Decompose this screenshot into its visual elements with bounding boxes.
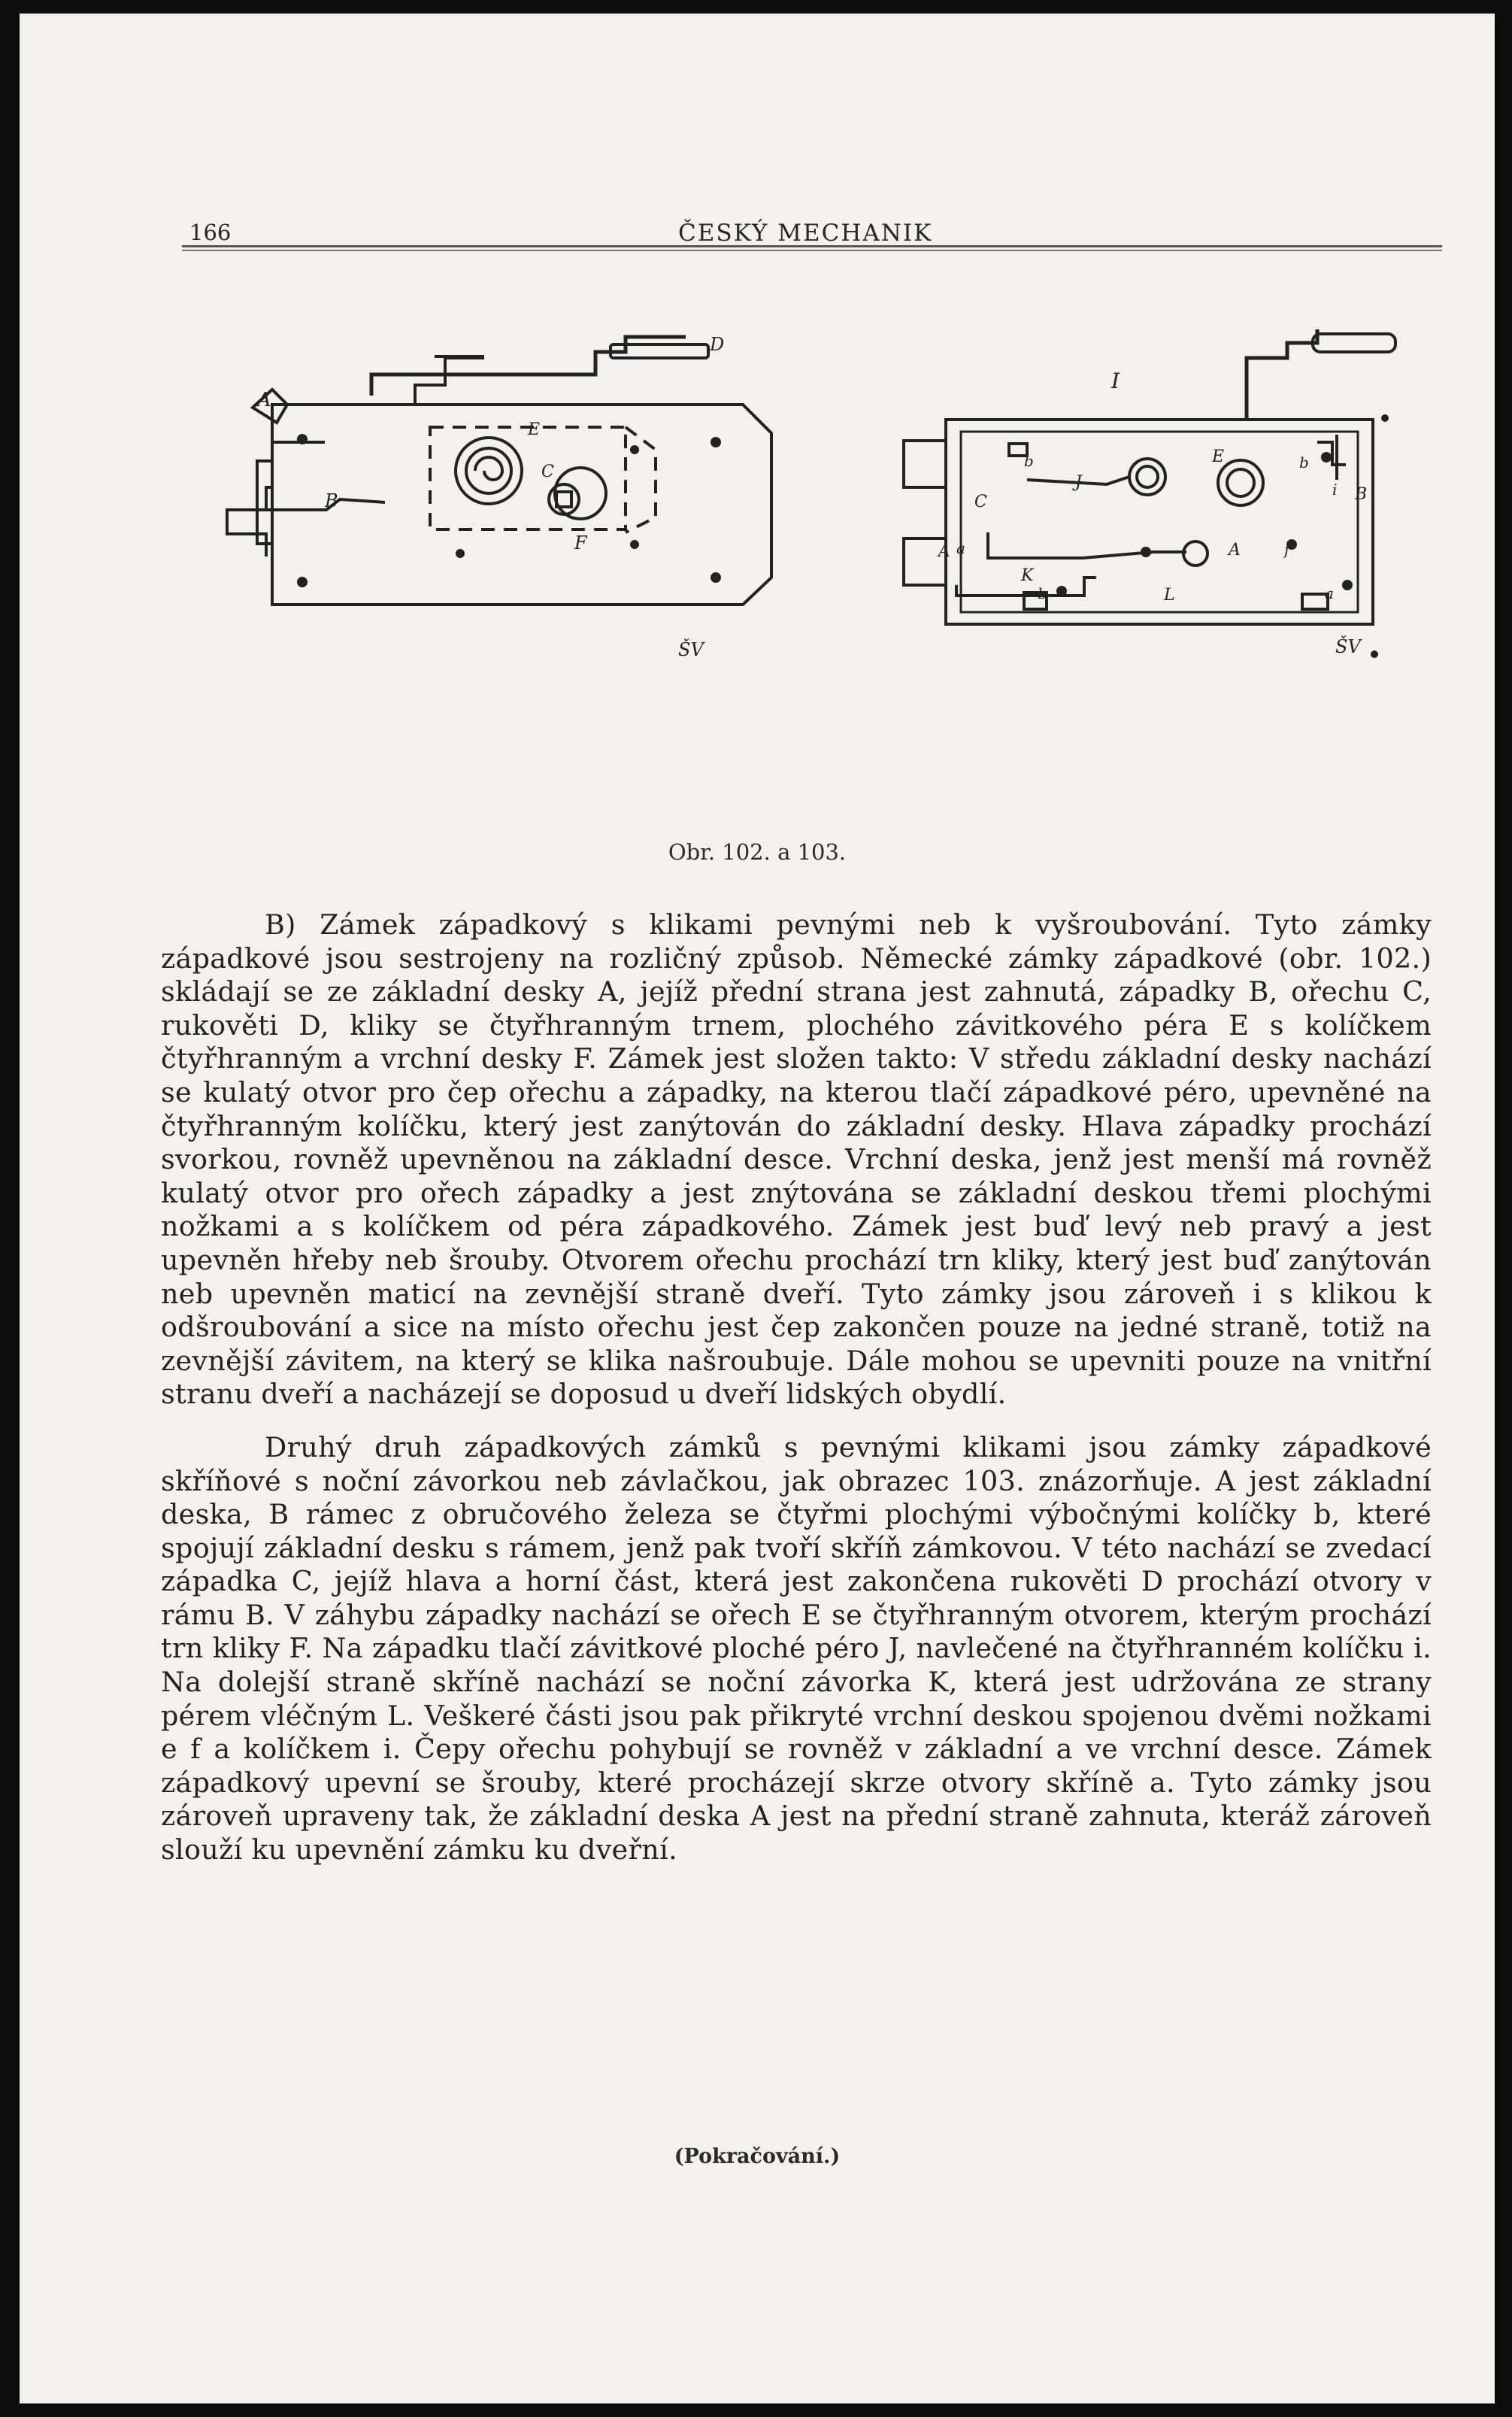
label-i: i [1332,481,1338,499]
figure-caption: Obr. 102. a 103. [668,839,847,865]
label-F: F [574,532,587,553]
label-b1: b [1024,452,1034,470]
label-A-top: A [257,389,271,411]
label-a1: a [956,539,965,557]
label-D: D [710,334,725,355]
label-SV-103: ŠV [1335,636,1361,657]
label-J: J [1075,473,1082,492]
label-f: f [1284,541,1290,559]
label-B-103: B [1355,485,1368,504]
label-b3: b [1038,584,1047,602]
continuation-note: (Pokračování.) [674,2145,841,2168]
label-C: C [541,462,554,481]
lock-figures [174,329,1407,811]
label-K: K [1021,566,1034,585]
header-rule [182,245,1442,247]
label-SV-102: ŠV [678,639,704,660]
paragraph-1: B) Zámek západkový s klikami pevnými neb k vyšroubování. Tyto zámky západkové jsou sestrojeny na rozličný způsob. Německé zámky západkové (obr. 102.) skládají se ze základní desky A, jejíž přední strana jest zahnutá, západky B, ořechu C, rukověti D, kliky se čtyřhranným trnem, plochého závitkového péra E s kolíčkem čtyřhranným a vrchní desky F. Zámek jest složen takto: V středu základní desky nachází se kulatý otvor pro čep ořechu a západky, na kterou tlačí západkové péro, upevněné na čtyřhranným kolíčku, který jest zanýtován do základní desky. Hlava západky prochází svorkou, rovněž upevněnou na základní desce. Vrchní deska, jenž jest menší má rovněž kulatý otvor pro ořech západky a jest znýtována se základní deskou třemi plochými nožkami a s kolíčkem od péra západkového. Zámek jest buď levý neb pravý a jest upevněn hřeby neb šrouby. Otvorem ořechu prochází trn kliky, který jest buď zanýtován neb upevněn maticí na zevnější straně dveří. Tyto zámky jsou zároveň i s klikou k odšroubování a sice na místo ořechu jest čep zakončen pouze na jedné straně, totiž na zevnější závitem, na který se klika našroubuje. Dále mohou se upevniti pouze na vnitřní stranu dveří a nacházejí se doposud u dveří lidských obydlí. [161,908,1432,1411]
label-b2: b [1299,453,1309,472]
paragraph-2: Druhý druh západkových zámků s pevnými klikami jsou zámky západkové skříňové s noční závorkou neb závlačkou, jak obrazec 103. znázorňuje. A jest základní deska, B rámec z obručového železa se čtyřmi plochými výbočnými kolíčky b, které spojují základní desku s rámem, jenž pak tvoří skříň zámkovou. V této nachází se zvedací západka C, jejíž hlava a horní část, která jest zakončena rukověti D prochází otvory v rámu B. V záhybu západky nachází se ořech E se čtyřhranným otvorem, kterým prochází trn kliky F. Na západku tlačí závitkové ploché péro J, navlečené na čtyřhranném kolíčku i. Na dolejší straně skříně nachází se noční závorka K, která jest udržována ze strany pérem vléčným L. Veškeré části jsou pak přikryté vrchní deskou spojenou dvěmi nožkami e f a kolíčkem i. Čepy ořechu pohybují se rovněž v základní a ve vrchní desce. Zámek západkový upevní se šrouby, které procházejí skrze otvory skříně a. Tyto zámky jsou zároveň upraveny tak, že základní deska A jest na přední straně zahnuta, kteráž zároveň slouží ku upevnění zámku ku dveřní. [161,1430,1432,1867]
label-I: I [1111,368,1120,393]
page-header [161,208,1433,253]
label-A-103b: A [1229,541,1241,560]
label-L: L [1164,586,1175,605]
label-C-103: C [974,493,987,511]
label-A-103a: A [938,542,950,561]
label-e: e [1141,541,1150,559]
header-rule-thin [182,250,1442,251]
running-title: ČESKÝ MECHANIK [678,220,933,247]
label-a2: a [1325,584,1334,602]
page-number: 166 [189,220,232,245]
figure-102 [227,337,771,605]
label-E: E [528,420,541,439]
label-E-103: E [1212,447,1225,466]
page [20,14,1495,2403]
article-body [161,908,1432,1867]
label-B: B [325,490,338,511]
